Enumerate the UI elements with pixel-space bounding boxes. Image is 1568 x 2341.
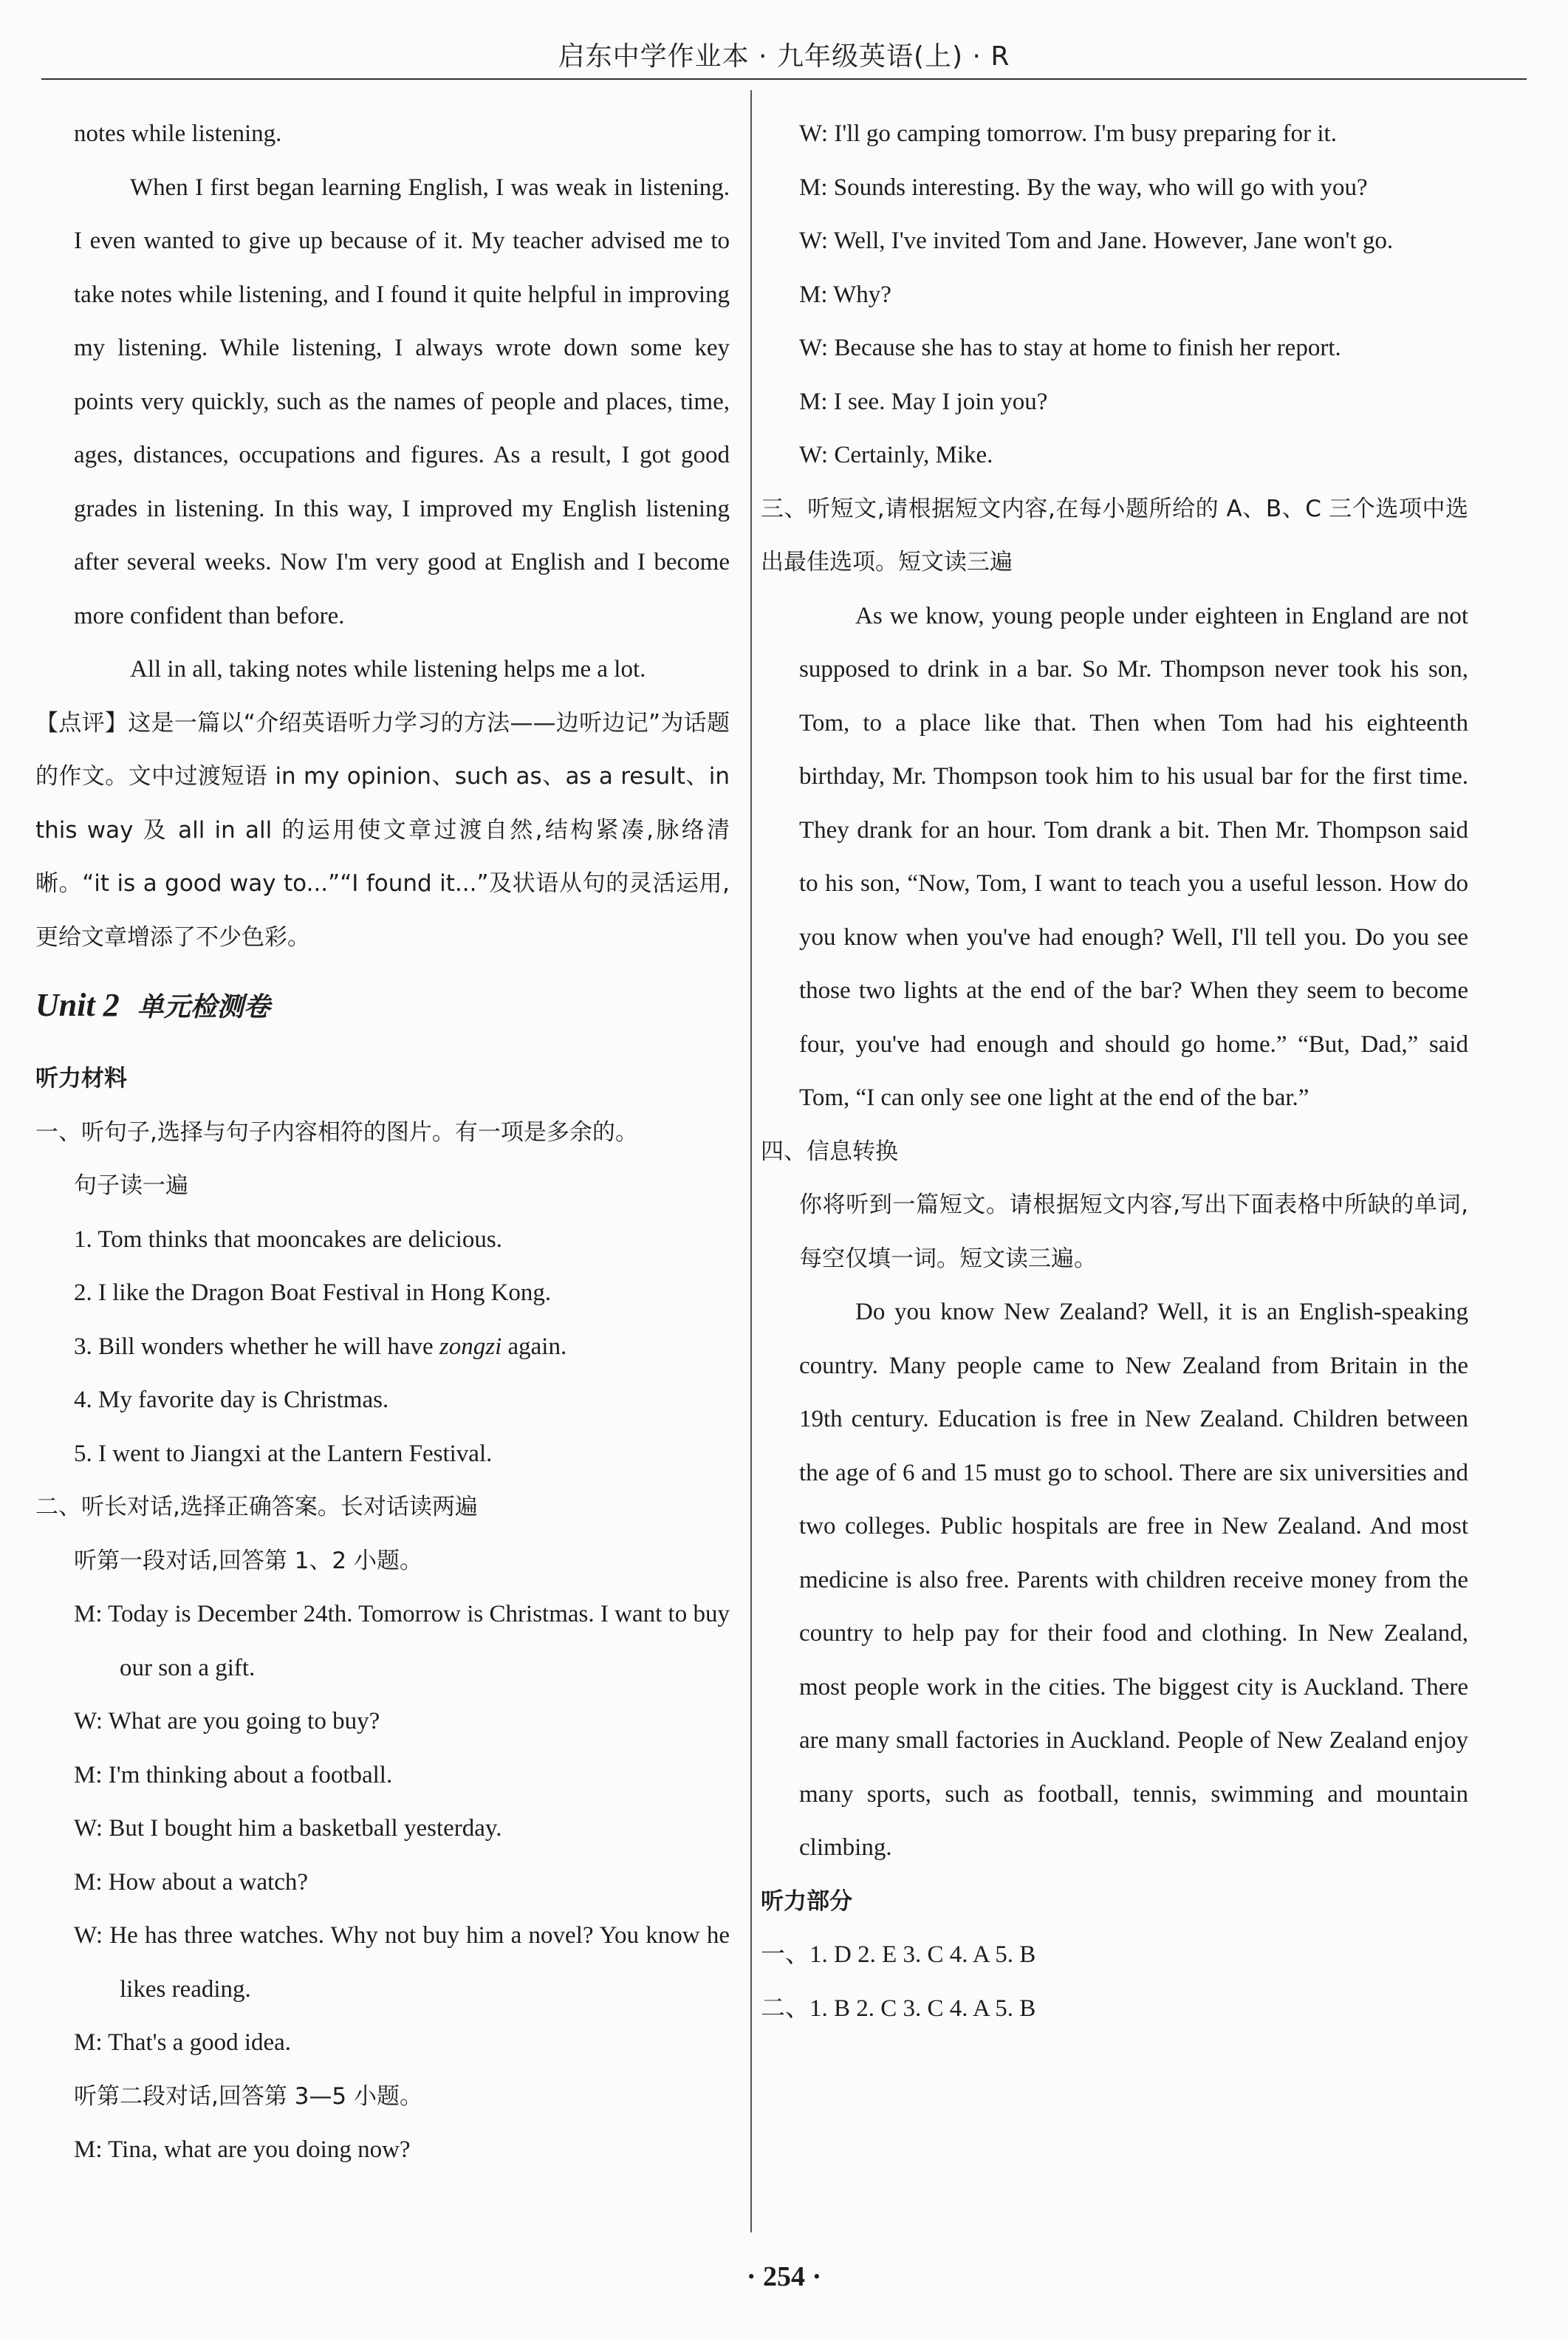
page-number: · 254 ·: [746, 2261, 822, 2292]
dialog-line: M: Why?: [799, 281, 891, 308]
column-divider: [750, 90, 752, 2232]
dialog-line: W: But I bought him a basketball yesterday.: [74, 1815, 502, 1842]
sentence-text: 3. Bill wonders whether he will have: [74, 1333, 434, 1360]
right-column: [761, 107, 1468, 2035]
section-4-note: 你将听到一篇短文。请根据短文内容,写出下面表格中所缺的单词,每空仅填一词。短文读三遍。: [799, 1192, 1468, 1272]
listening-material-heading: 听力材料: [35, 1065, 127, 1092]
dialog-line: M: That's a good idea.: [74, 2029, 292, 2056]
dialog-line: W: Certainly, Mike.: [799, 442, 993, 468]
dialog-line: M: Today is December 24th. Tomorrow is Christmas. I want to buy our son a gift.: [74, 1601, 730, 1681]
sentence-end: again.: [507, 1333, 567, 1360]
dialog-line: W: He has three watches. Why not buy him a novel? You know he likes reading.: [74, 1922, 730, 2003]
essay-paragraph: When I first began learning English, I was weak in listening. I even wanted to give up because of it. My teacher advised me to take notes while listening, and I found it quite helpful in improving my listening. While listening, I always wrote down some key points very quickly, such as the names of people and places, time, ages, distances, occupations and figures. As a result, I got good grades in listening. In this way, I improved my English listening after several weeks. Now I'm very good at English and I become more confident than before.: [74, 174, 730, 629]
page-header: 启东中学作业本 · 九年级英语(上) · R: [558, 41, 1010, 72]
dialog-line: M: I'm thinking about a football.: [74, 1761, 393, 1788]
dialog-line: M: Tina, what are you doing now?: [74, 2136, 411, 2163]
dialog-line: W: What are you going to buy?: [74, 1708, 380, 1735]
dialog-line: W: I'll go camping tomorrow. I'm busy preparing for it.: [799, 120, 1337, 147]
dialog-line: W: Because she has to stay at home to finish her report.: [799, 335, 1341, 361]
zongzi-word: zongzi: [439, 1333, 502, 1360]
dialog-line: M: I see. May I join you?: [799, 388, 1048, 415]
section-4-title: 四、信息转换: [761, 1138, 898, 1165]
sentence-item: 2. I like the Dragon Boat Festival in Hong Kong.: [74, 1279, 552, 1306]
unit-title: Unit 2: [35, 987, 120, 1023]
header-rule: [41, 78, 1527, 80]
dialog-1-intro: 听第一段对话,回答第 1、2 小题。: [74, 1547, 423, 1574]
dialog-2-intro: 听第二段对话,回答第 3—5 小题。: [74, 2082, 423, 2110]
answer-line: 一、1. D 2. E 3. C 4. A 5. B: [761, 1941, 1036, 1968]
comment-paragraph: 【点评】这是一篇以“介绍英语听力学习的方法——边听边记”为话题的作文。文中过渡短语 in my opinion、such as、as a result、in this way 及 all in all 的运用使文章过渡自然,结构紧凑,脉络清晰。“it is a good way to...”“I found it...”及状语从句的灵活运用,更给文章增添了不少色彩。: [35, 709, 730, 951]
section-2-title: 二、听长对话,选择正确答案。长对话读两遍: [35, 1494, 478, 1520]
sentence-item: 1. Tom thinks that mooncakes are delicious.: [74, 1226, 502, 1253]
passage-3: As we know, young people under eighteen in England are not supposed to drink in a bar. So Mr. Thompson never took his son, Tom, to a place like that. Then when Tom had his eighteenth birthday, Mr. Thompson took him to his usual bar for the first time. They drank for an hour. Tom drank a bit. Then Mr. Thompson said to his son, “Now, Tom, I want to teach you a useful lesson. How do you know when you've had enough? Well, I'll tell you. Do you see those two lights at the end of the bar? When they seem to become four, you've had enough and should go home.” “But, Dad,” said Tom, “I can only see one light at the end of the bar.”: [799, 602, 1468, 1111]
section-1-title: 一、听句子,选择与句子内容相符的图片。有一项是多余的。: [35, 1118, 638, 1146]
sentence-item: 5. I went to Jiangxi at the Lantern Festival.: [74, 1440, 493, 1467]
sentence-item: [74, 1320, 730, 1374]
essay-line: notes while listening.: [74, 120, 282, 147]
unit-subtitle: 单元检测卷: [137, 992, 270, 1022]
section-3-title: 三、听短文,请根据短文内容,在每小题所给的 A、B、C 三个选项中选出最佳选项。短文读三遍: [761, 495, 1468, 575]
passage-4: Do you know New Zealand? Well, it is an English-speaking country. Many people came to New Zealand from Britain in the 19th century. Education is free in New Zealand. Children between the age of 6 and 15 must go to school. There are six universities and two colleges. Public hospitals are free in New Zealand. And most medicine is also free. Parents with children receive money from the country to help pay for their food and clothing. In New Zealand, most people work in the cities. The biggest city is Auckland. There are many small factories in Auckland. People of New Zealand enjoy many sports, such as football, tennis, swimming and mountain climbing.: [799, 1299, 1468, 1861]
dialog-line: W: Well, I've invited Tom and Jane. However, Jane won't go.: [799, 228, 1394, 254]
answers-heading: 听力部分: [761, 1887, 852, 1915]
dialog-line: M: How about a watch?: [74, 1868, 309, 1896]
left-column: [35, 107, 730, 2177]
dialog-line: M: Sounds interesting. By the way, who will go with you?: [799, 174, 1368, 201]
answer-line: 二、1. B 2. C 3. C 4. A 5. B: [761, 1995, 1036, 2022]
section-1-note: 句子读一遍: [74, 1172, 188, 1199]
unit-heading: [35, 979, 730, 1034]
sentence-item: 4. My favorite day is Christmas.: [74, 1387, 389, 1413]
essay-conclusion: All in all, taking notes while listening helps me a lot.: [130, 656, 646, 683]
